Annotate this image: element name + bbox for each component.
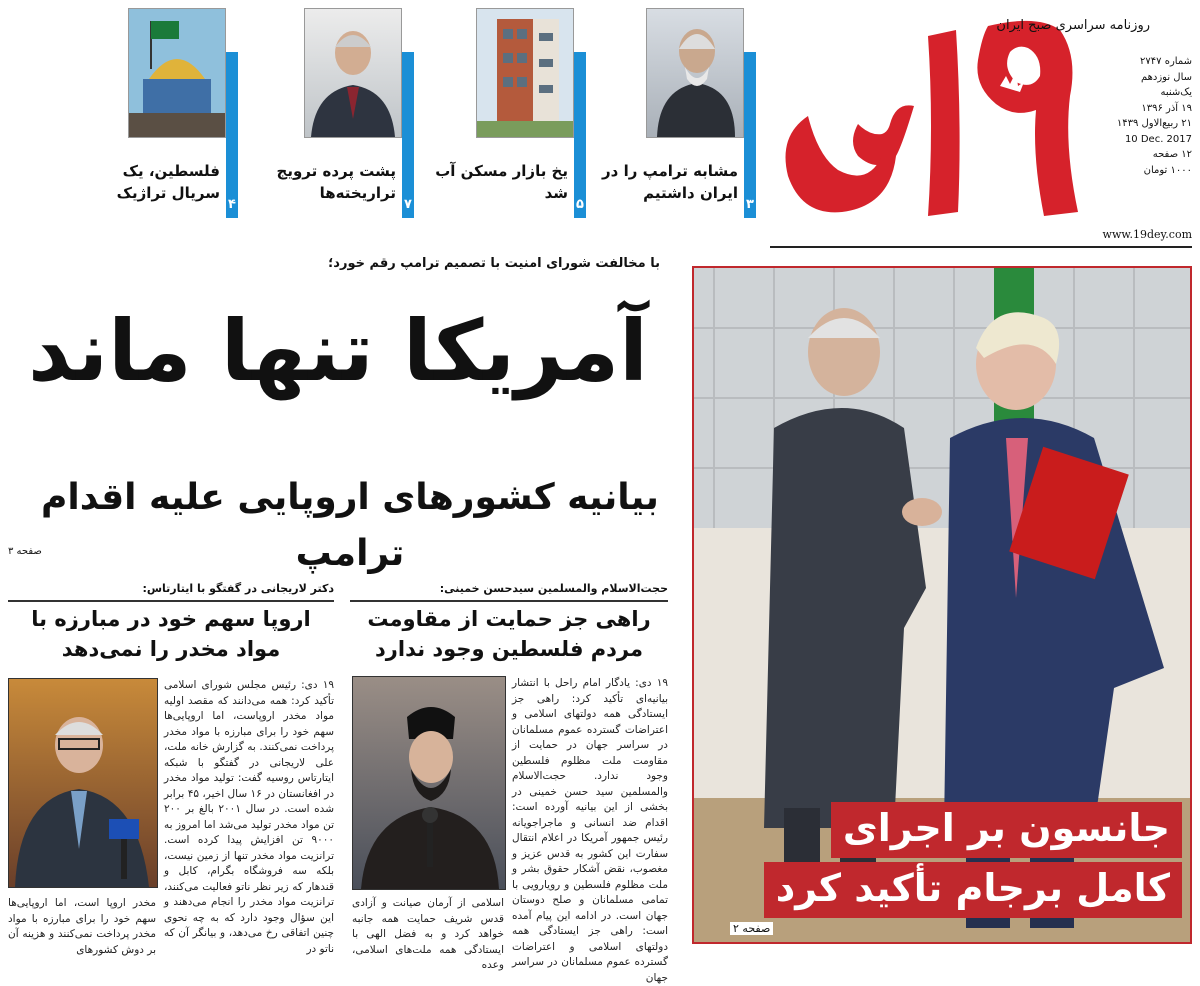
teaser-photo-dome bbox=[128, 8, 226, 138]
main-photo-caption-2: کامل برجام تأکید کرد bbox=[764, 862, 1182, 918]
larijani-photo bbox=[8, 678, 158, 888]
middle-body-text: ۱۹ دی: یادگار امام راحل با انتشار بیانیه‌ای تأکید کرد: راهی جز ایستادگی همه دولتهای اسلامی و اعتراضات گسترده عموم مسلمانان در سراسر جهان در حمایت از مقاومت ملت مظلوم فلسطین وجود ندارد. حجت‌الاسلام والمسلمین سید حسن خمینی در بخشی از این بیانیه آورده است: اقدام ضد انسانی و ماجراجویانه رئیس جمهور آمریکا در اعلام انتقال سفارت این کشور به قدس عزیز و مغصوب، نقض آشکار حقوق بشر و ملت مظلوم فلسطین و رویارویی با تمامی مسلمانان و صلح دوستان جهان است. در ادامه این پیام آمده است: راهی جز ایستادگی همه دولتهای اسلامی و اعتراضات گسترده عموم مسلمانان در سراسر جهان bbox=[512, 677, 668, 984]
issue-weekday: یک‌شنبه bbox=[1160, 87, 1192, 98]
left-kicker: دکتر لاریجانی در گفتگو با ایتارتاس: bbox=[8, 582, 334, 602]
left-body-bottom bbox=[8, 896, 156, 956]
teaser-page-number: ۴ bbox=[226, 52, 238, 218]
website-link[interactable]: www.19dey.com bbox=[1102, 228, 1192, 241]
teaser-page-3[interactable] bbox=[586, 8, 756, 218]
teaser-page-4[interactable] bbox=[68, 8, 238, 218]
main-photo-page-ref: صفحه ۲ bbox=[730, 922, 773, 935]
lead-headline[interactable]: آمریکا تنها ماند bbox=[28, 302, 648, 400]
teaser-page-number: ۳ bbox=[744, 52, 756, 218]
issue-date-gregorian: 10 Dec. 2017 bbox=[1124, 133, 1192, 145]
middle-kicker: حجت‌الاسلام والمسلمین سیدحسن خمینی: bbox=[350, 582, 668, 602]
lead-kicker: با مخالفت شورای امنیت با تصمیم ترامپ رقم خورد؛ bbox=[328, 256, 660, 271]
khomeini-photo bbox=[352, 676, 506, 890]
main-photo-caption-1: جانسون بر اجرای bbox=[831, 802, 1182, 858]
issue-price: ۱۰۰۰ تومان bbox=[1143, 164, 1192, 176]
issue-date-solar: ۱۹ آذر ۱۳۹۶ bbox=[1141, 102, 1192, 114]
middle-body-bottom bbox=[352, 896, 504, 971]
teaser-photo-portrait bbox=[304, 8, 402, 138]
middle-title[interactable]: راهی جز حمایت از مقاومت مردم فلسطین وجود ندارد bbox=[367, 607, 651, 661]
issue-date-lunar: ۲۱ ربیع‌الاول ۱۴۳۹ bbox=[1116, 118, 1192, 129]
issue-number: شماره ۲۷۴۷ bbox=[1140, 56, 1192, 67]
teaser-photo-portrait bbox=[646, 8, 744, 138]
lead-page-ref: صفحه ۳ bbox=[8, 546, 42, 557]
teaser-title: فلسطین، یک سریال تراژیک bbox=[116, 162, 220, 202]
middle-body-right bbox=[512, 676, 668, 984]
left-title[interactable]: اروپا سهم خود در مبارزه با مواد مخدر را نمی‌دهد bbox=[31, 607, 311, 661]
issue-year: سال نوزدهم bbox=[1140, 71, 1192, 83]
newspaper-logo bbox=[778, 6, 1100, 222]
teaser-title: مشابه ترامپ را در ایران داشتیم bbox=[602, 162, 738, 202]
main-photo[interactable] bbox=[692, 266, 1192, 944]
teaser-page-7[interactable] bbox=[244, 8, 414, 218]
teaser-page-number: ۷ bbox=[402, 52, 414, 218]
middle-body-text-2: اسلامی از آرمان صیانت و آزادی قدس شریف حمایت همه جانبه خواهد کرد و به فضل الهی با ایستادگی همه ملت‌های اسلامی، وعده bbox=[352, 897, 504, 971]
teaser-photo-building bbox=[476, 8, 574, 138]
teaser-page-5[interactable] bbox=[416, 8, 586, 218]
left-body-text-2: مخدر اروپا است، اما اروپایی‌ها سهم خود را برای مبارزه با مواد مخدر پرداخت نمی‌کنند و هزینه آن بر دوش کشورهای bbox=[8, 897, 156, 956]
issue-pages: ۱۲ صفحه bbox=[1152, 149, 1192, 160]
left-body-text: ۱۹ دی: رئیس مجلس شورای اسلامی تأکید کرد: همه می‌دانند که مقصد اولیه مواد مخدر اروپاست، اما اروپایی‌ها سهم خود را برای مبارزه با مواد مخدر پرداخت نمی‌کنند. به گزارش خانه ملت، علی لاریجانی در گفتگو با شبکه ایتارتاس روسیه گفت: تولید مواد مخدر در افغانستان در ۱۶ سال اخیر، ۴۵ برابر شده است. در سال ۲۰۰۱ بالغ بر ۲۰۰ تن مواد مخدر تولید می‌شد اما امروز به ۹۰۰۰ تن افزایش پیدا کرده است. ترانزیت مواد مخدر تنها از زمین نیست، بلکه سه فروشگاه بگرام، کابل و قندهار که زیر نظر ناتو فعالیت می‌کنند، ترانزیت مواد مخدر را انجام می‌دهند و این سؤال وجود دارد که به چه نحوی چنین اتفاقی رخ می‌دهد، و بیانگر آن که ناتو در bbox=[164, 679, 335, 955]
masthead-rule bbox=[770, 246, 1192, 248]
teaser-title: پشت پرده ترویج تراریخته‌ها bbox=[276, 162, 396, 202]
issue-meta bbox=[1102, 54, 1192, 178]
masthead-tagline: روزنامه سراسری صبح ایران bbox=[996, 18, 1150, 33]
teaser-title: یخ بازار مسکن آب شد bbox=[435, 162, 568, 202]
lead-subhead: بیانیه کشورهای اروپایی علیه اقدام ترامپ bbox=[41, 477, 659, 574]
left-body-right bbox=[164, 678, 335, 955]
teaser-page-number: ۵ bbox=[574, 52, 586, 218]
